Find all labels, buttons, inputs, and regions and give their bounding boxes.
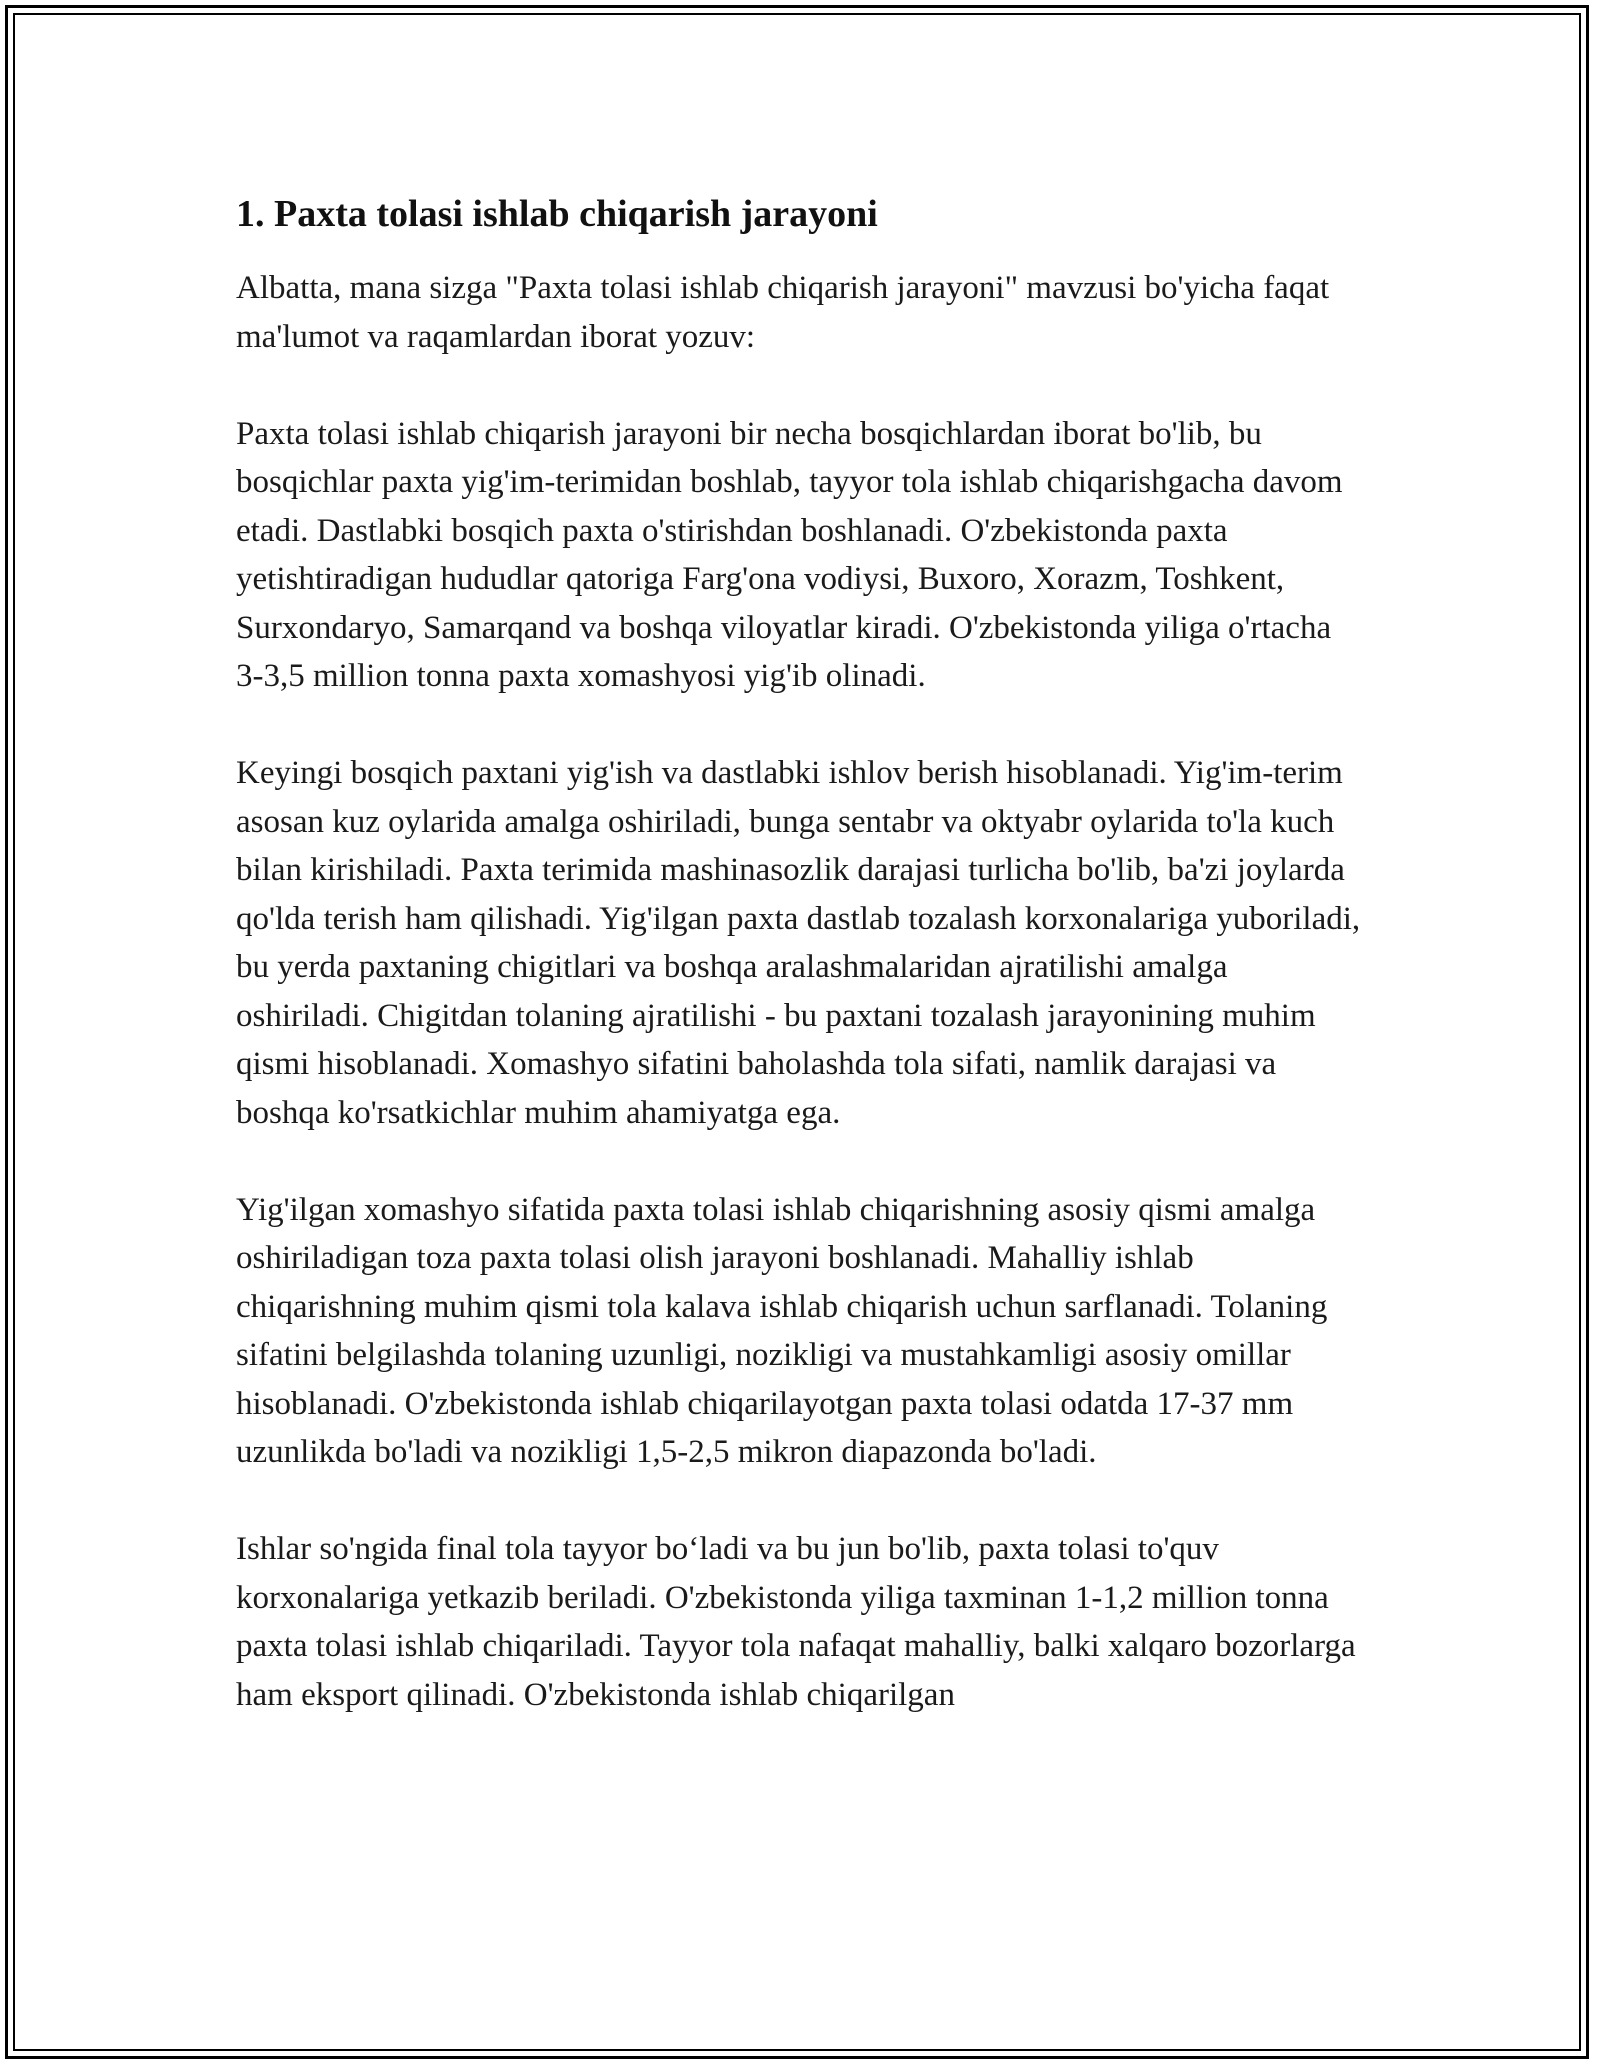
- paragraph-fiber-quality: Yig'ilgan xomashyo sifatida paxta tolasi ishlab chiqarishning asosiy qismi amalga oshiriladigan toza paxta tolasi olish jarayoni boshlanadi. Mahalliy ishlab chiqarishning muhim qismi tola kalava ishlab chiqarish uchun sarflanadi. Tolaning sifatini belgilashda tolaning uzunligi, nozikligi va mustahkamligi asosiy omillar hisoblanadi. O'zbekistonda ishlab chiqarilayotgan paxta tolasi odatda 17-37 mm uzunlikda bo'ladi va nozikligi 1,5-2,5 mikron diapazonda bo'ladi.: [236, 1191, 1328, 1470]
- document-body: [236, 186, 1366, 1719]
- section-title: 1. Paxta tolasi ishlab chiqarish jarayoni: [236, 193, 878, 235]
- paragraph-final-product: Ishlar so'ngida final tola tayyor bo‘ladi va bu jun bo'lib, paxta tolasi to'quv korxonalariga yetkazib beriladi. O'zbekistonda yiliga taxminan 1-1,2 million tonna paxta tolasi ishlab chiqariladi. Tayyor tola nafaqat mahalliy, balki xalqaro bozorlarga ham eksport qilinadi. O'zbekistonda ishlab chiqarilgan: [236, 1531, 1356, 1713]
- paragraph-harvest: Keyingi bosqich paxtani yig'ish va dastlabki ishlov berish hisoblanadi. Yig'im-terim asosan kuz oylarida amalga oshiriladi, bunga sentabr va oktyabr oylarida to'la kuch bilan kirishiladi. Paxta terimida mashinasozlik darajasi turlicha bo'lib, ba'zi joylarda qo'lda terish ham qilishadi. Yig'ilgan paxta dastlab tozalash korxonalariga yuboriladi, bu yerda paxtaning chigitlari va boshqa aralashmalaridan ajratilishi amalga oshiriladi. Chigitdan tolaning ajratilishi - bu paxtani tozalash jarayonining muhim qismi hisoblanadi. Xomashyo sifatini baholashda tola sifati, namlik darajasi va boshqa ko'rsatkichlar muhim ahamiyatga ega.: [236, 755, 1361, 1131]
- intro-paragraph: Albatta, mana sizga "Paxta tolasi ishlab chiqarish jarayoni" mavzusi bo'yicha faqat ma'lumot va raqamlardan iborat yozuv:: [236, 270, 1330, 355]
- paragraph-cultivation: Paxta tolasi ishlab chiqarish jarayoni bir necha bosqichlardan iborat bo'lib, bu bosqichlar paxta yig'im-terimidan boshlab, tayyor tola ishlab chiqarishgacha davom etadi. Dastlabki bosqich paxta o'stirishdan boshlanadi. O'zbekistonda paxta yetishtiradigan hududlar qatoriga Farg'ona vodiysi, Buxoro, Xorazm, Toshkent, Surxondaryo, Samarqand va boshqa viloyatlar kiradi. O'zbekistonda yiliga o'rtacha 3-3,5 million tonna paxta xomashyosi yig'ib olinadi.: [236, 415, 1343, 694]
